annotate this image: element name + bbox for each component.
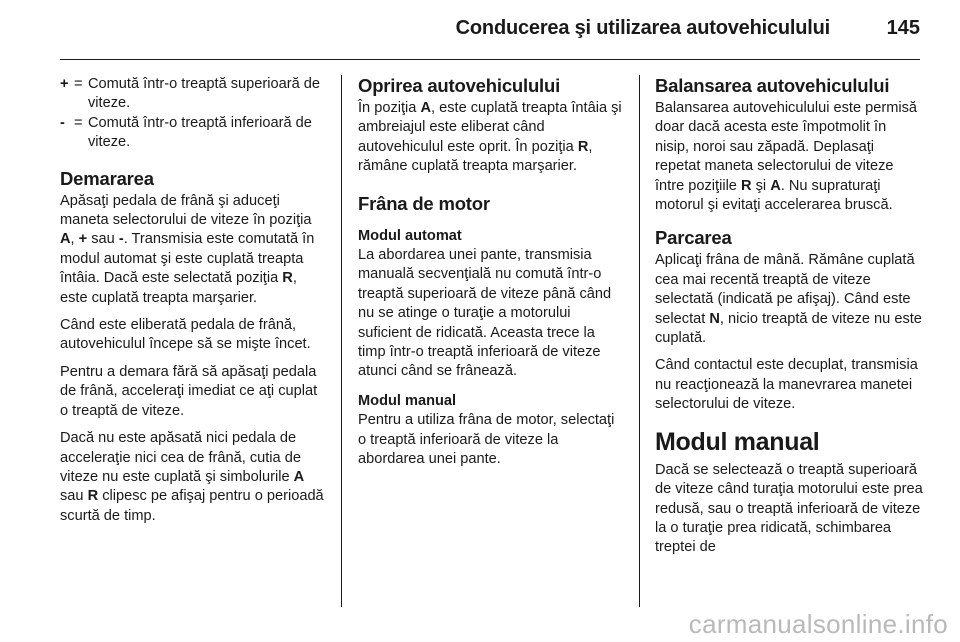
definition-minus [60,114,328,153]
paragraph: În poziţia A, este cuplată treapta întâia şi ambreiajul este eliberat când autovehiculul este oprit. În poziţia R, rămâne cuplată treapta marşarier. [358,100,622,175]
header-divider [60,59,920,60]
paragraph: Pentru a utiliza frâna de motor, selectaţi o treaptă inferioară de viteze la abordarea unei pante. [358,412,615,468]
paragraph: Aplicaţi frâna de mână. Rămâne cuplată cea mai recentă treaptă de viteze selectată (indicată pe afişaj). Când este selectat N, nicio treaptă de viteze nu este cuplată. [655,252,922,347]
paragraph: Dacă nu este apăsată nici pedala de acceleraţie nici cea de frână, cutia de viteze nu este cuplată şi simbolurile A sau R clipesc pe afişaj pentru o perioadă scurtă de timp. [60,430,324,524]
column-2 [358,75,626,478]
paragraph: Apăsaţi pedala de frână şi aduceţi maneta selectorului de viteze în poziţia A, + sau -. Transmisia este comutată în modul automat şi este cuplată treapta întâia. Dacă este selectată poziţia R, este cuplată treapta marşarier. [60,192,315,306]
section-heading-parcarea: Parcarea [655,227,732,249]
paragraph: La abordarea unei pante, transmisia manuală secvenţială nu comută într-o treaptă superioară de viteze până când nu se atinge o turaţie a motorului suficient de ridicată. Aceasta trece la timp într-o treaptă inferioară de viteze atunci când se frânează. [358,247,612,380]
paragraph: Balansarea autovehiculului este permisă doar dacă acesta este împotmolit în nisip, noroi sau zăpadă. Deplasaţi repetat maneta selectorului de viteze între poziţiile R şi A. Nu supraturaţi motorul şi evitaţi accelerarea bruscă. [655,100,918,214]
subheading-modul-automat: Modul automat [358,227,462,244]
column-divider-2 [639,75,640,607]
equals-sign: = [74,114,83,131]
minus-symbol: - [60,114,65,131]
paragraph: Când este eliberată pedala de frână, autovehiculul începe să se mişte încet. [60,317,311,353]
column-divider-1 [341,75,342,607]
plus-symbol: + [60,76,69,92]
paragraph: Când contactul este decuplat, transmisia nu reacţionează la manevrarea manetei selectorului de viteze. [655,357,918,413]
subheading-modul-manual: Modul manual [358,392,457,409]
section-heading-modul-manual: Modul manual [655,427,820,456]
paragraph: Dacă se selectează o treaptă superioară de viteze când turaţia motorului este prea redusă, sau o treaptă inferioară de viteze la o turaţie prea ridicată, schimbarea treptei de [655,461,923,556]
page-header [0,0,960,50]
equals-sign: = [74,76,83,92]
page-number: 145 [886,17,920,39]
paragraph: Pentru a demara fără să apăsaţi pedala de frână, acceleraţi imediat ce aţi cuplat o treaptă de viteze. [60,363,318,419]
definition-text: Comută într-o treaptă inferioară de viteze. [88,114,312,151]
definition-plus [60,75,328,114]
column-3 [655,75,923,566]
definition-text: Comută într-o treaptă superioară de viteze. [88,76,321,112]
watermark: carmanualsonline.info [688,609,948,639]
section-heading-demararea: Demararea [60,167,154,189]
section-heading-balansarea: Balansarea autovehiculului [655,75,890,96]
section-heading-oprirea: Oprirea autovehiculului [358,75,561,96]
page-title: Conducerea şi utilizarea autovehiculului [455,17,830,39]
column-1 [60,75,328,534]
section-heading-frana: Frâna de motor [358,192,490,214]
